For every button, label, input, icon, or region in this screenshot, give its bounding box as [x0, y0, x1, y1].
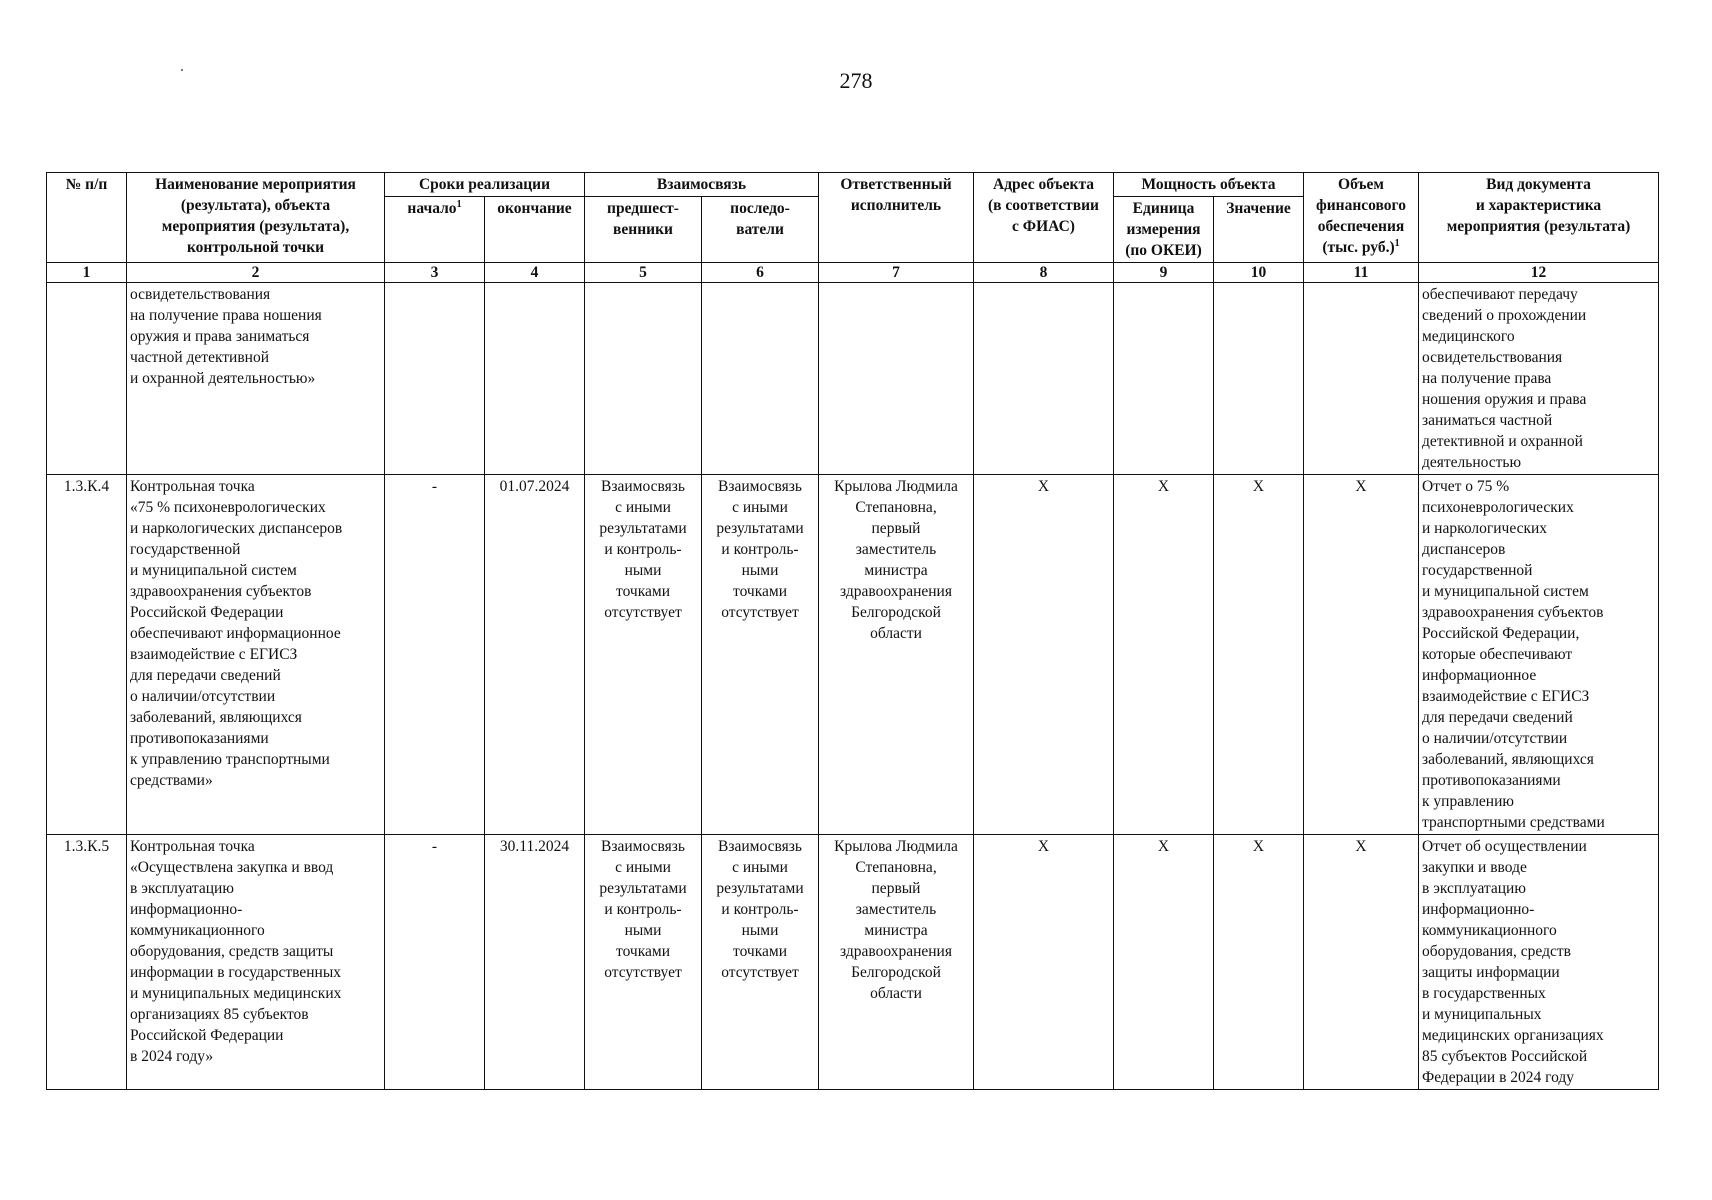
- column-number: 3: [385, 263, 485, 283]
- row-finance: Х: [1304, 835, 1419, 1090]
- row-address: Х: [974, 835, 1114, 1090]
- header-end: окончание: [485, 197, 585, 263]
- header-finance-footnote: 1: [1394, 237, 1400, 249]
- row-finance: Х: [1304, 475, 1419, 835]
- column-number: 2: [127, 263, 385, 283]
- row-doc: обеспечивают передачу сведений о прохождении медицинского освидетельствования на получение права ношения оружия и права заниматься частной детективной и охранной деятельностью: [1419, 283, 1659, 475]
- header-pred: предшест- венники: [585, 197, 702, 263]
- table-header: [47, 173, 1659, 263]
- page-number: 278: [839, 68, 873, 93]
- table-row: [47, 475, 1659, 835]
- table-row: [47, 835, 1659, 1090]
- scan-speck: [181, 69, 183, 71]
- row-pred: [585, 283, 702, 475]
- column-number: 9: [1114, 263, 1214, 283]
- header-num: № п/п: [47, 173, 127, 263]
- row-unit: Х: [1114, 835, 1214, 1090]
- row-num: 1.3.К.4: [47, 475, 127, 835]
- row-post: Взаимосвязь с иными результатами и контроль- ными точками отсутствует: [702, 475, 819, 835]
- header-group-moshchnost: Мощность объекта: [1114, 173, 1304, 197]
- column-number: 7: [819, 263, 974, 283]
- header-address: Адрес объекта (в соответствии с ФИАС): [974, 173, 1114, 263]
- header-start-label: начало: [407, 200, 457, 217]
- header-group-vzaimosvyaz: Взаимосвязь: [585, 173, 819, 197]
- row-num: 1.3.К.5: [47, 835, 127, 1090]
- column-number-row: [47, 263, 1659, 283]
- header-name: Наименование мероприятия (результата), объекта мероприятия (результата), контрольной точки: [127, 173, 385, 263]
- row-address: [974, 283, 1114, 475]
- row-doc: Отчет о 75 % психоневрологических и наркологических диспансеров государственной и муниципальной систем здравоохранения субъектов Российской Федерации, которые обеспечивают информационное взаимодействие с ЕГИСЗ для передачи сведений о наличии/отсутствии заболеваний, являющихся противопоказаниями к управлению транспортными средствами: [1419, 475, 1659, 835]
- column-number: 8: [974, 263, 1114, 283]
- row-post: Взаимосвязь с иными результатами и контроль- ными точками отсутствует: [702, 835, 819, 1090]
- row-responsible: Крылова Людмила Степановна, первый заместитель министра здравоохранения Белгородской области: [819, 475, 974, 835]
- column-number: 5: [585, 263, 702, 283]
- row-pred: Взаимосвязь с иными результатами и контроль- ными точками отсутствует: [585, 475, 702, 835]
- header-finance: [1304, 173, 1419, 263]
- row-post: [702, 283, 819, 475]
- row-doc: Отчет об осуществлении закупки и вводе в эксплуатацию информационно- коммуникационного оборудования, средств защиты информации в государственных и муниципальных медицинских организациях 85 субъектов Российской Федерации в 2024 году: [1419, 835, 1659, 1090]
- row-finance: [1304, 283, 1419, 475]
- row-responsible: Крылова Людмила Степановна, первый заместитель министра здравоохранения Белгородской области: [819, 835, 974, 1090]
- header-value: Значение: [1214, 197, 1304, 263]
- row-end: [485, 283, 585, 475]
- column-number: 6: [702, 263, 819, 283]
- row-pred: Взаимосвязь с иными результатами и контроль- ными точками отсутствует: [585, 835, 702, 1090]
- table-row: [47, 283, 1659, 475]
- row-name: Контрольная точка «Осуществлена закупка и ввод в эксплуатацию информационно- коммуникационного оборудования, средств защиты информации в государственных и муниципальных медицинских организациях 85 субъектов Российской Федерации в 2024 году»: [127, 835, 385, 1090]
- row-unit: Х: [1114, 475, 1214, 835]
- row-end: 01.07.2024: [485, 475, 585, 835]
- header-unit: Единица измерения (по ОКЕИ): [1114, 197, 1214, 263]
- header-start: [385, 197, 485, 263]
- header-responsible: Ответственный исполнитель: [819, 173, 974, 263]
- row-end: 30.11.2024: [485, 835, 585, 1090]
- row-name: Контрольная точка «75 % психоневрологических и наркологических диспансеров государственной и муниципальной систем здравоохранения субъектов Российской Федерации обеспечивают информационное взаимодействие с ЕГИСЗ для передачи сведений о наличии/отсутствии заболеваний, являющихся противопоказаниями к управлению транспортными средствами»: [127, 475, 385, 835]
- column-number: 1: [47, 263, 127, 283]
- column-number: 10: [1214, 263, 1304, 283]
- row-start: -: [385, 835, 485, 1090]
- header-finance-label: Объем финансового обеспечения (тыс. руб.): [1316, 176, 1406, 256]
- row-value: Х: [1214, 835, 1304, 1090]
- header-doc: Вид документа и характеристика мероприятия (результата): [1419, 173, 1659, 263]
- row-start: [385, 283, 485, 475]
- column-number: 4: [485, 263, 585, 283]
- row-responsible: [819, 283, 974, 475]
- row-num: [47, 283, 127, 475]
- column-number: 11: [1304, 263, 1419, 283]
- plan-table: [46, 172, 1659, 1090]
- row-address: Х: [974, 475, 1114, 835]
- header-start-footnote: 1: [456, 198, 462, 210]
- row-start: -: [385, 475, 485, 835]
- column-number: 12: [1419, 263, 1659, 283]
- table-body: [47, 263, 1659, 1090]
- row-unit: [1114, 283, 1214, 475]
- header-group-sroki: Сроки реализации: [385, 173, 585, 197]
- header-post: последо- ватели: [702, 197, 819, 263]
- row-value: Х: [1214, 475, 1304, 835]
- row-value: [1214, 283, 1304, 475]
- row-name: освидетельствования на получение права ношения оружия и права заниматься частной детективной и охранной деятельностью»: [127, 283, 385, 475]
